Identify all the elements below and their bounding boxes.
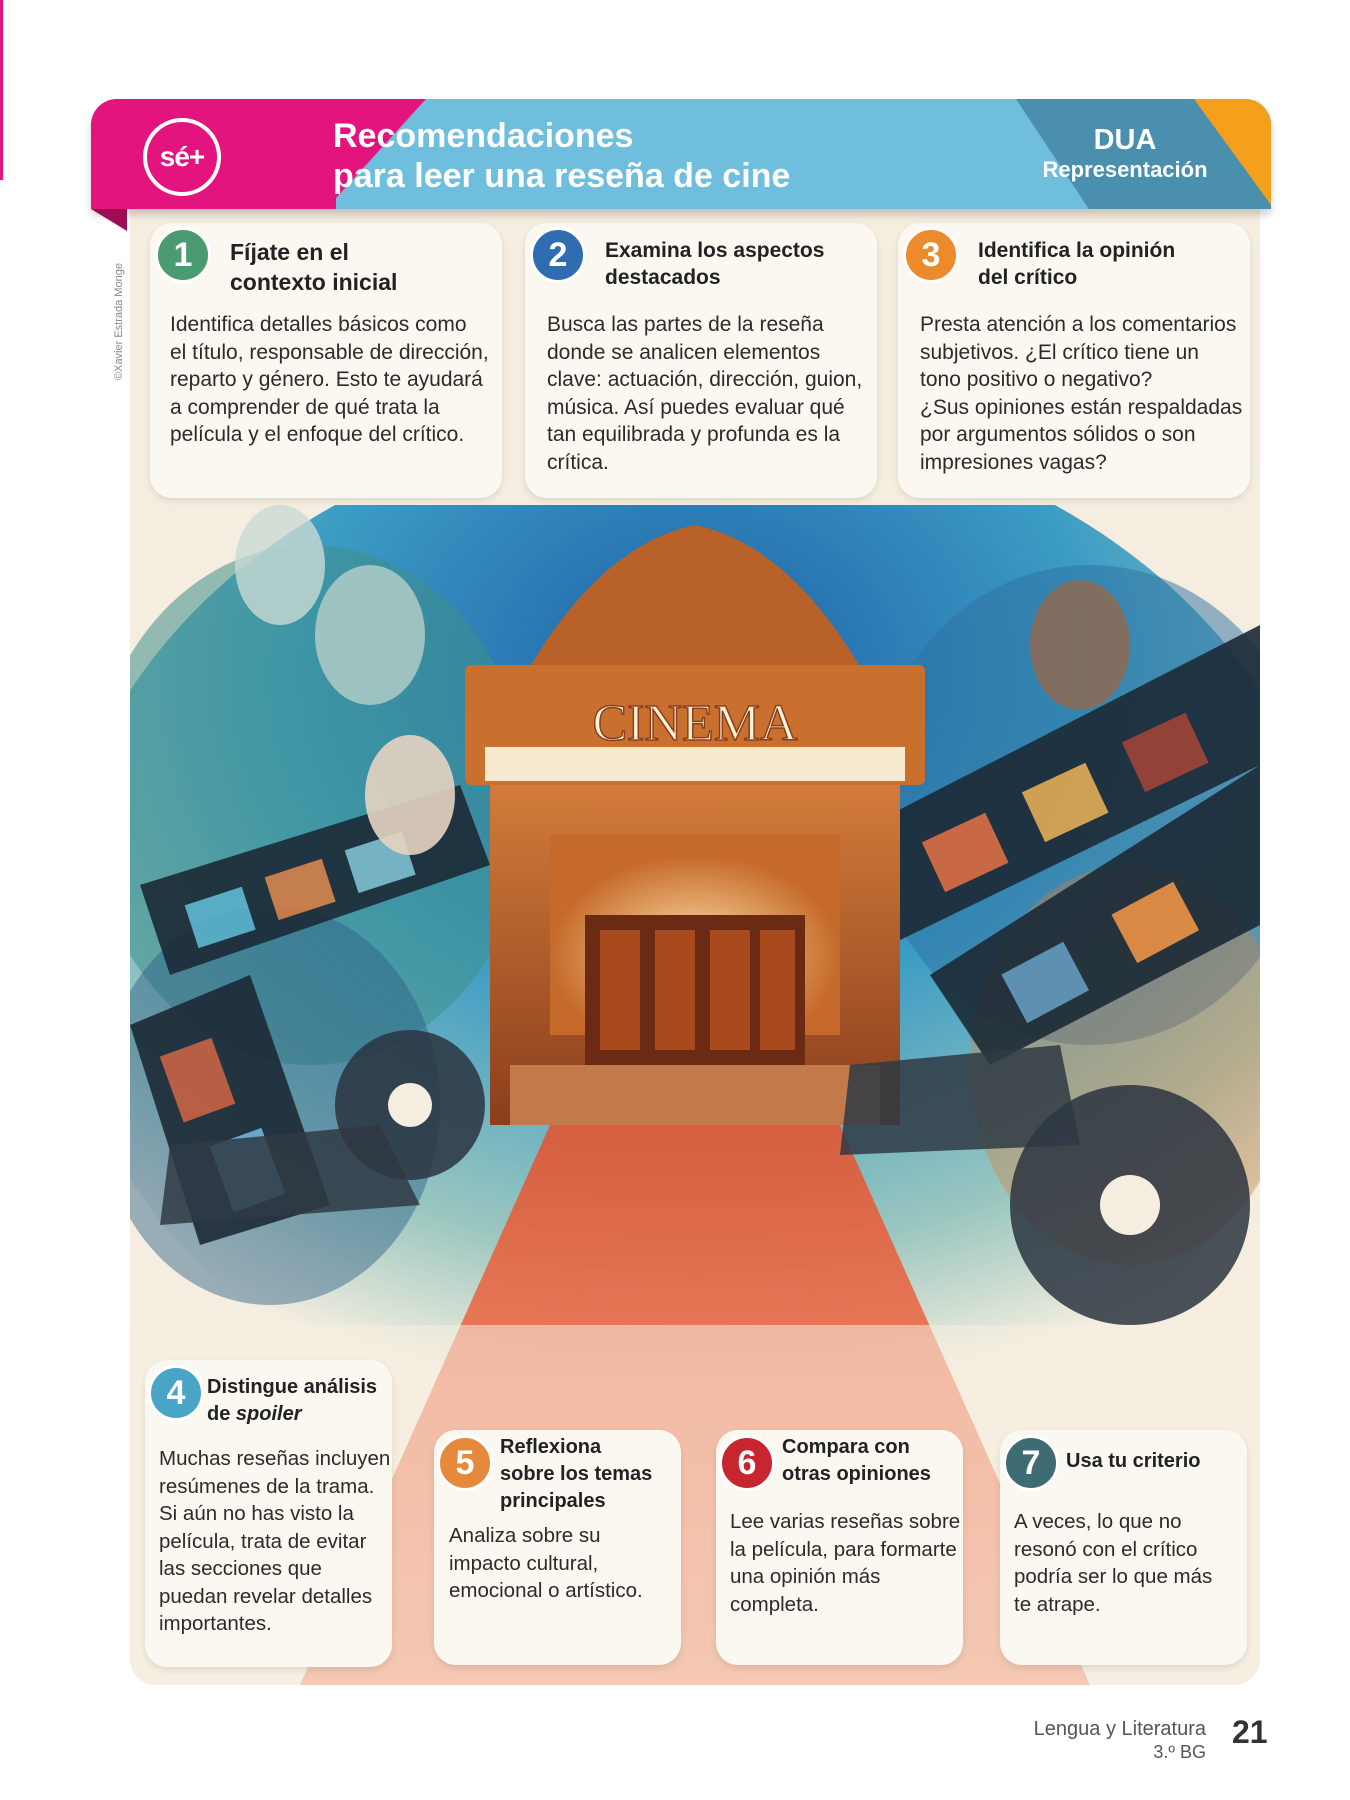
card-3 [898,223,1250,498]
cinema-sign-text: CINEMA [592,695,798,752]
card-1 [150,223,502,498]
number-badge-1: 1 [155,227,211,283]
card-4 [145,1360,392,1667]
card-5-text: Analiza sobre su impacto cultural, emocional o artístico. [449,1524,643,1602]
card-4-title: Distingue análisis de spoiler [207,1376,378,1425]
edge-accent-bar [0,0,3,180]
footer-grade: 3.º BG [1153,1742,1206,1762]
footer-subject: Lengua y Literatura [1033,1718,1206,1740]
number-badge-3: 3 [903,227,959,283]
card-4-text: Muchas reseñas incluyen resúmenes de la trama. Si aún no has visto la película, trata de evitar las secciones que puedan revelar detalles importantes. [159,1447,391,1635]
card-6 [716,1430,963,1665]
image-credit: ©Xavier Estrada Monge [113,263,125,380]
title-line-2: para leer una reseña de cine [333,157,791,195]
card-5-title: Reflexiona sobre los temas principales [500,1436,653,1512]
dua-subtitle: Representación [1042,157,1208,182]
page-title [333,116,893,196]
card-3-title: Identifica la opinión del crítico [978,239,1176,289]
card-7-text: A veces, lo que no resonó con el crítico podría ser lo que más te atrape. [1014,1510,1213,1616]
number-badge-5: 5 [437,1435,493,1491]
card-2-text: Busca las partes de la reseña donde se analicen elementos clave: actuación, dirección, guion, música. Así puedes evaluar qué tan equilibrada y profunda es la crítica. [547,313,863,474]
card-7 [1000,1430,1247,1665]
number-badge-4: 4 [148,1365,204,1421]
card-2-title: Examina los aspectos destacados [605,239,825,289]
number-badge-6: 6 [719,1435,775,1491]
card-7-title: Usa tu criterio [1066,1450,1201,1472]
card-6-title: Compara con otras opiniones [782,1436,931,1485]
card-1-text: Identifica detalles básicos como el título, responsable de dirección, reparto y género. Esto te ayudará a comprender de qué trata la película y el enfoque del crítico. [170,313,489,446]
se-plus-logo: sé+ [143,118,221,196]
page-number: 21 [1232,1714,1268,1750]
card-5 [434,1430,681,1665]
dua-label: DUA [1093,124,1157,156]
card-6-text: Lee varias reseñas sobre la película, para formarte una opinión más completa. [730,1510,961,1616]
card-1-title: Fíjate en el contexto inicial [230,239,398,295]
card-2 [525,223,877,498]
number-badge-2: 2 [530,227,586,283]
title-line-1: Recomendaciones [333,117,634,155]
banner-fold [91,209,127,231]
number-badge-7: 7 [1003,1435,1059,1491]
card-3-text: Presta atención a los comentarios subjetivos. ¿El crítico tiene un tono positivo o negativo? ¿Sus opiniones están respaldadas por argumentos sólidos o son impresiones vagas? [920,313,1243,474]
